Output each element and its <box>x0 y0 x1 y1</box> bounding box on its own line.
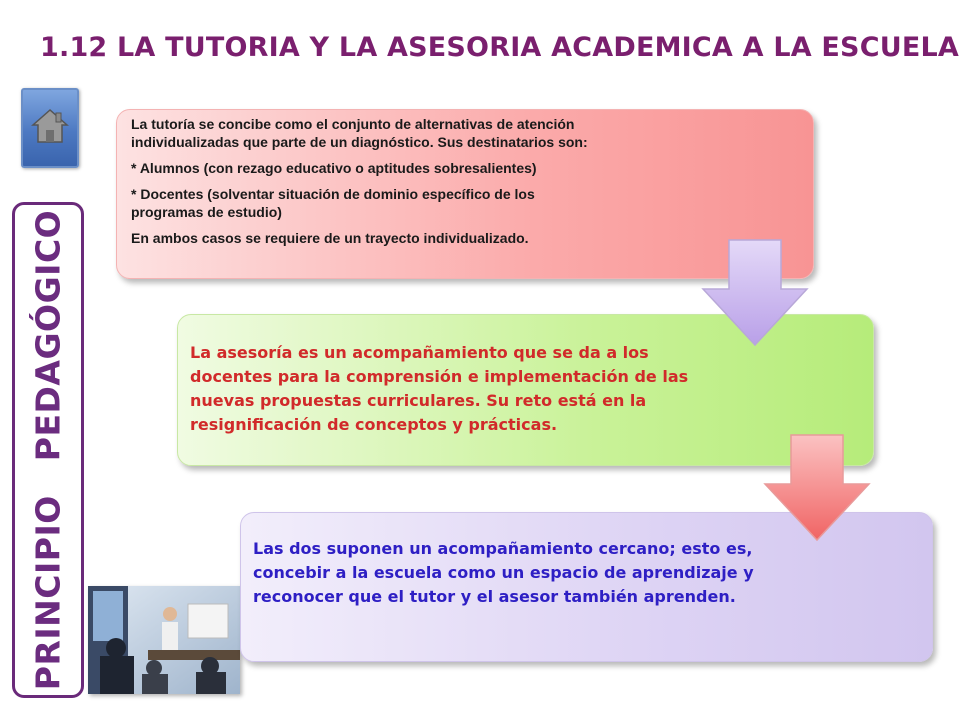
tutoria-item-alumnos: * Alumnos (con rezago educativo o aptitudes sobresalientes) <box>131 160 537 176</box>
down-arrow-1 <box>700 237 810 349</box>
tutoria-item-docentes: * Docentes (solventar situación de dominio específico de los programas de estudio) <box>131 186 535 220</box>
meeting-photo <box>88 586 240 694</box>
home-icon <box>31 108 69 144</box>
tutoria-intro: La tutoría se concibe como el conjunto de alternativas de atención individualizadas que parte de un diagnóstico. Sus destinatarios son: <box>131 116 588 150</box>
sidebar-word-principio: PRINCIPIO <box>28 495 68 691</box>
down-arrow-2 <box>762 432 872 544</box>
conclusion-text: Las dos suponen un acompañamiento cercano; esto es, concebir a la escuela como un espacio de aprendizaje y reconocer que el tutor y el asesor también aprenden. <box>253 539 754 606</box>
sidebar-vertical-label <box>29 205 68 695</box>
sidebar-word-pedagogico: PEDAGÓGICO <box>28 209 68 462</box>
home-button[interactable] <box>21 88 79 168</box>
slide-title: 1.12 LA TUTORIA Y LA ASESORIA ACADEMICA A LA ESCUELA <box>40 32 959 63</box>
tutoria-closing: En ambos casos se requiere de un trayecto individualizado. <box>131 230 529 246</box>
asesoria-text: La asesoría es un acompañamiento que se da a los docentes para la comprensión e implementación de las nuevas propuestas curriculares. Su reto está en la resignificación de conceptos y prácticas. <box>190 343 689 434</box>
